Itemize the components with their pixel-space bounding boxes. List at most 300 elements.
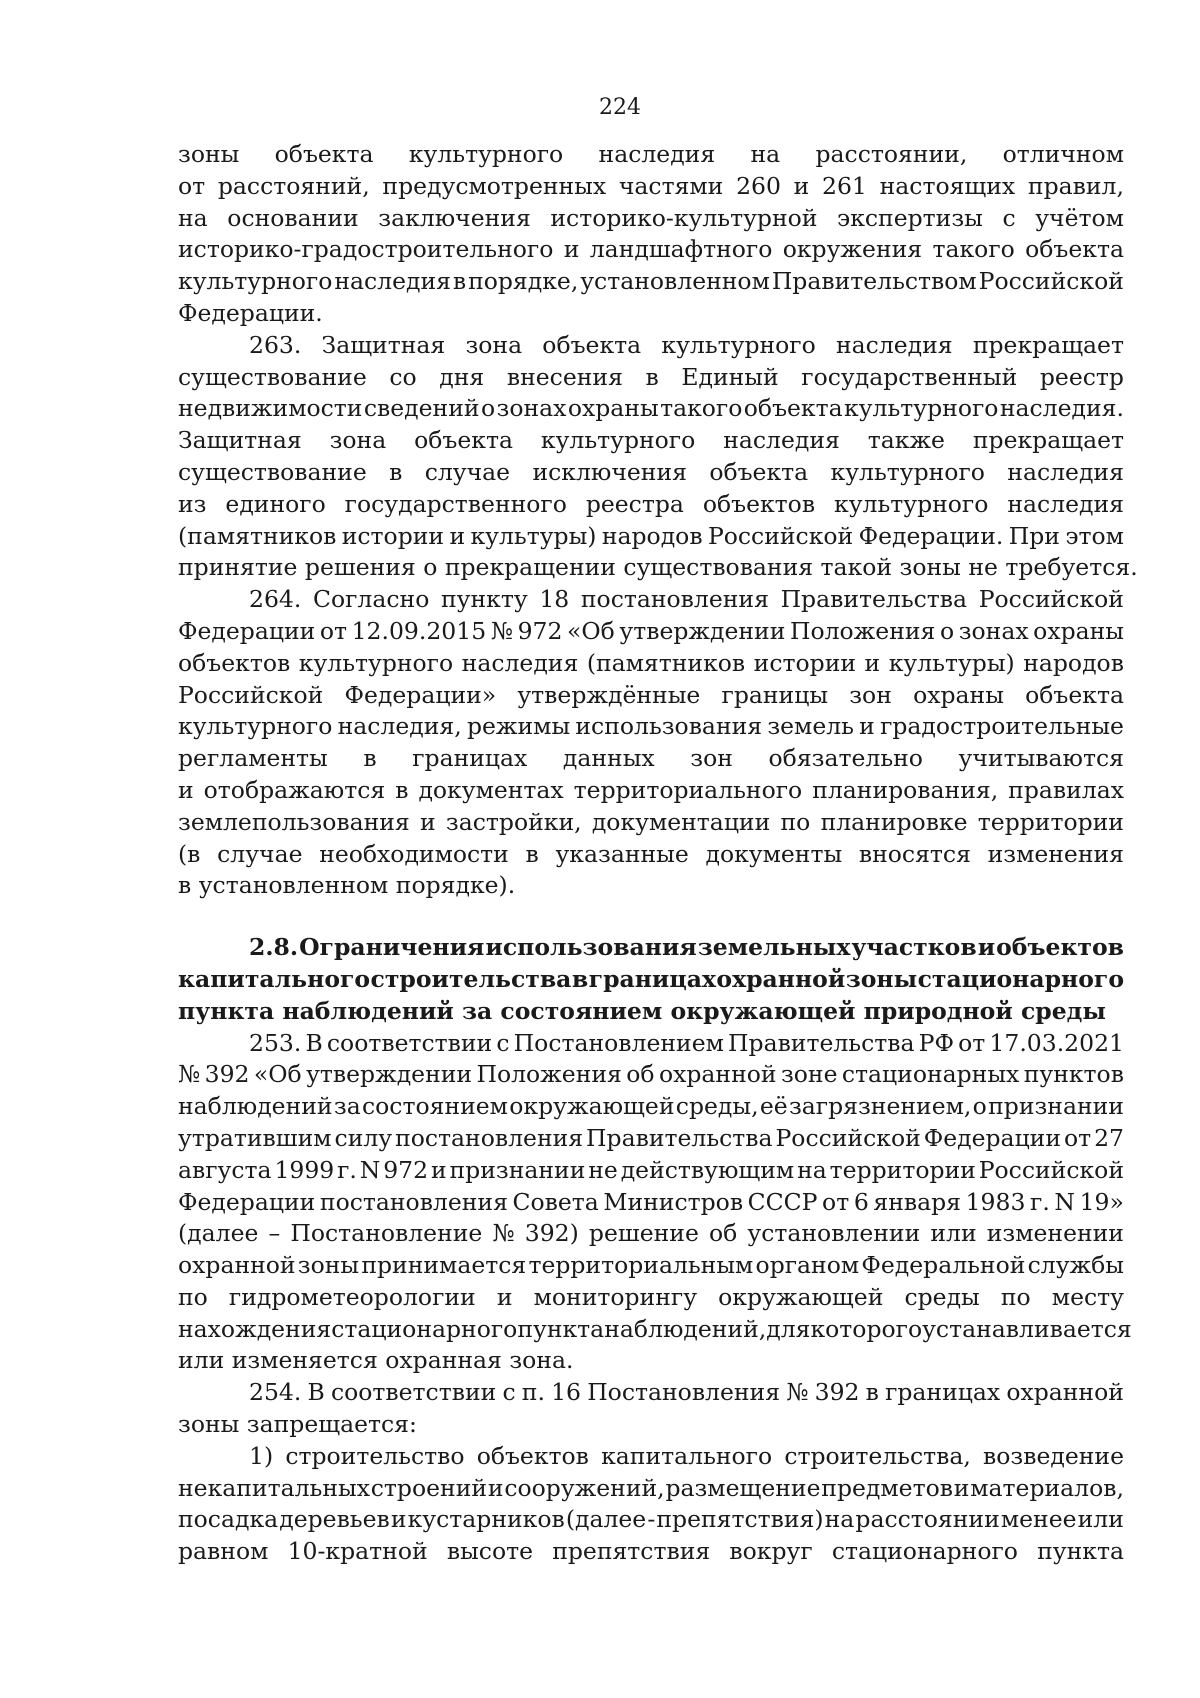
word: Федерации: [178, 616, 316, 645]
word: зона: [465, 330, 523, 359]
word: регламенты: [178, 744, 328, 773]
word: признании: [449, 1155, 586, 1184]
word: и: [496, 1282, 513, 1311]
word: учитываются: [958, 744, 1124, 773]
word: на: [178, 203, 208, 232]
word: Федерации: [923, 1123, 1062, 1152]
word: наследия.: [999, 394, 1124, 423]
word: объекта: [709, 457, 809, 486]
word: и: [449, 521, 466, 550]
word: (далее: [178, 1219, 259, 1248]
word: (памятников: [586, 648, 746, 677]
word: стационарного: [831, 1537, 1018, 1566]
word: обязательно: [768, 744, 923, 773]
word: планирования,: [812, 775, 999, 804]
word: также: [867, 426, 945, 455]
word: и: [419, 807, 436, 836]
word: капитального: [601, 1441, 773, 1470]
word: Согласно: [312, 585, 430, 614]
word: зоны: [845, 964, 918, 993]
word: 392): [524, 1219, 579, 1248]
word: –: [268, 1219, 281, 1248]
word: расстоянии: [855, 1505, 1000, 1534]
word: указанные: [555, 839, 689, 868]
line-text: пункта наблюдений за состоянием окружающей природной среды: [178, 996, 1106, 1025]
word: состоянием: [362, 1092, 508, 1121]
word: и: [430, 1155, 447, 1184]
word: 972: [383, 1155, 429, 1184]
text-line: [178, 1473, 1124, 1505]
word: зонах: [958, 616, 1029, 645]
text-line: [178, 234, 1124, 266]
word: о: [939, 616, 955, 645]
word: зон: [849, 680, 892, 709]
word: г.: [337, 1155, 357, 1184]
word: об: [626, 1060, 655, 1089]
word: землепользования: [178, 807, 410, 836]
text-line: [178, 425, 1124, 457]
word: в: [525, 839, 539, 868]
word: объекта: [1025, 235, 1124, 264]
text-line: [178, 1536, 1124, 1568]
word: стационарного: [917, 964, 1124, 993]
word: окружения: [782, 235, 923, 264]
word: историко-градостроительного: [178, 235, 554, 264]
word: использования: [485, 933, 697, 962]
word: на: [797, 1155, 827, 1184]
word: «Об: [567, 616, 615, 645]
word: народов: [601, 521, 703, 550]
word: охраны: [913, 680, 1004, 709]
word: участков: [851, 933, 977, 962]
word: границы: [721, 680, 829, 709]
word: установленном: [580, 267, 770, 296]
word: прекращает: [972, 330, 1124, 359]
text-line: [178, 362, 1124, 394]
text-line: [178, 680, 1124, 712]
word: признании: [988, 1092, 1124, 1121]
word: режимы: [466, 712, 571, 741]
word: единого: [225, 489, 326, 518]
word: вносятся: [858, 839, 971, 868]
word: её: [759, 1092, 788, 1121]
word: из: [178, 489, 207, 518]
text-line: [178, 932, 1124, 964]
word: существование: [178, 362, 367, 391]
word: частями: [618, 171, 724, 200]
text-line: [178, 171, 1124, 203]
text-line: [178, 521, 1124, 553]
word: пункту: [441, 585, 528, 614]
word: зонах: [496, 394, 567, 423]
word: (далее: [565, 1505, 647, 1534]
text-line: [178, 711, 1124, 743]
text-line: [178, 1377, 1124, 1409]
word: соответствии: [330, 1378, 497, 1407]
word: охранной: [658, 1060, 777, 1089]
word: В: [307, 1378, 325, 1407]
word: 263.: [249, 330, 302, 359]
text-line: [178, 584, 1124, 616]
word: -: [647, 1505, 656, 1534]
word: N: [1054, 1187, 1075, 1216]
word: реестр: [1039, 362, 1124, 391]
word: деревьев: [279, 1505, 390, 1534]
word: этом: [1065, 521, 1124, 550]
word: дня: [439, 362, 485, 391]
word: постановления: [319, 1187, 508, 1216]
word: расстояний,: [217, 171, 370, 200]
word: №: [786, 1378, 809, 1407]
word: предусмотренных: [382, 171, 607, 200]
word: культуры): [470, 521, 597, 550]
text-line: [178, 1314, 1132, 1346]
word: сведений: [363, 394, 480, 423]
word: января: [873, 1187, 961, 1216]
word: утратившим: [178, 1123, 332, 1152]
word: государственный: [801, 362, 1018, 391]
line-text: зоны запрещается:: [178, 1410, 417, 1439]
word: постановления: [395, 1123, 584, 1152]
text-line: [178, 298, 1124, 330]
word: в: [452, 267, 467, 296]
word: документации: [591, 807, 771, 836]
word: действующим: [620, 1155, 795, 1184]
word: территориальным: [528, 1251, 754, 1280]
word: со: [389, 362, 417, 391]
word: и: [390, 1505, 407, 1534]
text-line: [178, 1441, 1124, 1473]
word: застройки,: [445, 807, 582, 836]
word: утверждении: [619, 616, 786, 645]
word: препятствия): [656, 1505, 824, 1534]
word: и: [178, 775, 194, 804]
word: реестра: [585, 489, 684, 518]
word: планировке: [820, 807, 968, 836]
word: объекта: [1025, 680, 1124, 709]
word: в: [865, 1378, 879, 1407]
word: зоне: [780, 1060, 838, 1089]
text-line: [178, 839, 1124, 871]
word: культурного: [178, 267, 333, 296]
word: изменения: [987, 839, 1124, 868]
word: Российской: [978, 1155, 1124, 1184]
word: Российской: [978, 585, 1124, 614]
word: ландшафтного: [589, 235, 773, 264]
word: органом: [755, 1251, 860, 1280]
text-line: [178, 203, 1124, 235]
word: и: [793, 171, 810, 200]
word: Российской: [178, 680, 324, 709]
word: или: [930, 1219, 977, 1248]
word: Правительства: [728, 1028, 915, 1057]
word: Российской: [775, 1123, 921, 1152]
word: Правительства: [780, 585, 968, 614]
word: наследия,: [337, 712, 462, 741]
word: границах: [588, 964, 716, 993]
word: по: [780, 807, 811, 836]
word: заключения: [378, 203, 531, 232]
word: порядке,: [468, 267, 579, 296]
page-content: [178, 139, 1138, 1568]
word: постановления: [580, 585, 769, 614]
word: равном: [178, 1537, 269, 1566]
word: Постановление: [290, 1219, 483, 1248]
word: прекращает: [972, 426, 1124, 455]
word: загрязнением,: [788, 1092, 972, 1121]
word: 264.: [249, 585, 302, 614]
word: объектов: [178, 648, 291, 677]
word: о: [480, 394, 496, 423]
word: наследия: [723, 426, 840, 455]
word: Правительством: [771, 267, 977, 296]
word: основании: [227, 203, 359, 232]
word: 12.09.2015: [351, 616, 487, 645]
word: наследия: [598, 140, 716, 168]
text-line: [178, 964, 1124, 996]
word: культурного: [830, 457, 985, 486]
word: на: [750, 140, 781, 168]
word: исключения: [532, 457, 687, 486]
word: за: [333, 1092, 361, 1121]
word: решение: [588, 1219, 699, 1248]
word: 19»: [1079, 1187, 1124, 1216]
line-text: Федерации.: [178, 298, 323, 327]
word: 253.: [249, 1028, 302, 1057]
word: границах: [412, 744, 528, 773]
word: наследия: [1007, 489, 1124, 518]
text-line: [178, 648, 1124, 680]
word: правилах: [1008, 775, 1124, 804]
word: территории: [977, 807, 1124, 836]
word: объектов: [476, 1441, 589, 1470]
word: данных: [562, 744, 655, 773]
word: историко-культурной: [550, 203, 818, 232]
word: с: [502, 1378, 516, 1407]
word: 1983: [965, 1187, 1026, 1216]
word: объекта: [274, 140, 374, 168]
word: существование: [178, 457, 367, 486]
word: культурного: [834, 489, 989, 518]
word: наследия: [1007, 457, 1124, 486]
word: посадка: [178, 1505, 279, 1534]
word: окружающей: [718, 1282, 884, 1311]
word: объектов: [996, 933, 1124, 962]
word: по: [1000, 1282, 1031, 1311]
word: охранной: [178, 1251, 296, 1280]
word: охранной: [1006, 1378, 1124, 1407]
word: по: [178, 1282, 208, 1311]
word: документах: [418, 775, 564, 804]
text-line: [178, 552, 1138, 584]
word: об: [708, 1219, 738, 1248]
word: территориального: [573, 775, 803, 804]
text-line: [178, 1091, 1124, 1123]
word: истории: [753, 648, 857, 677]
word: от: [319, 616, 348, 645]
word: от: [178, 171, 206, 200]
word: объекта: [414, 426, 513, 455]
word: наследия: [835, 330, 953, 359]
word: пунктов: [1023, 1060, 1124, 1089]
word: такого: [932, 235, 1015, 264]
word: 260: [736, 171, 781, 200]
word: изменении: [986, 1219, 1124, 1248]
text-line: [178, 870, 1124, 902]
word: установлении: [747, 1219, 921, 1248]
word: не: [588, 1155, 618, 1184]
paragraphs-block-2: [178, 1028, 1132, 1569]
word: Российской: [978, 267, 1124, 296]
word: предметов: [821, 1473, 953, 1502]
word: высоте: [446, 1537, 533, 1566]
line-text: или изменяется охранная зона.: [178, 1346, 574, 1375]
text-line: [178, 1123, 1124, 1155]
text-line: [178, 139, 1124, 171]
word: наследия: [461, 648, 579, 677]
word: 6: [853, 1187, 869, 1216]
word: Федерации»: [344, 680, 497, 709]
word: РФ: [918, 1028, 954, 1057]
word: экспертизы: [837, 203, 983, 232]
word: и: [859, 712, 875, 741]
line-text: принятие решения о прекращении существования такой зоны не требуется.: [178, 553, 1138, 582]
word: в: [395, 775, 409, 804]
word: или: [1077, 1505, 1124, 1534]
word: строительство: [285, 1441, 465, 1470]
word: культурного: [844, 394, 999, 423]
word: При: [1008, 521, 1060, 550]
word: службы: [1027, 1251, 1124, 1280]
word: строительства,: [784, 1441, 971, 1470]
word: культурного: [298, 648, 454, 677]
text-line: [178, 1250, 1124, 1282]
word: о: [972, 1092, 987, 1121]
text-line: [178, 1504, 1124, 1536]
word: наблюдений,: [604, 1314, 767, 1343]
text-line: [178, 1409, 1124, 1441]
word: 972: [517, 616, 563, 645]
word: и: [563, 235, 580, 264]
text-line: [178, 1282, 1124, 1314]
word: охранной: [716, 964, 846, 993]
word: объекта: [542, 330, 642, 359]
text-line: [178, 1059, 1124, 1091]
word: культурного: [661, 330, 816, 359]
word: с: [1002, 203, 1016, 232]
word: строительства: [370, 964, 572, 993]
text-line: [178, 807, 1124, 839]
word: Постановлением: [513, 1028, 724, 1057]
section-gap: [178, 902, 1124, 932]
word: утверждённые: [517, 680, 701, 709]
word: месту: [1051, 1282, 1124, 1311]
word: зон: [690, 744, 733, 773]
word: зоны: [178, 140, 240, 168]
word: культурного: [540, 426, 696, 455]
word: мониторингу: [533, 1282, 698, 1311]
word: расстоянии,: [815, 140, 968, 168]
word: от: [1063, 1123, 1092, 1152]
word: и: [977, 933, 996, 962]
word: на: [824, 1505, 855, 1534]
word: Ограничения: [299, 933, 485, 962]
word: такого: [660, 394, 743, 423]
word: границах: [885, 1378, 1001, 1407]
word: размещение: [665, 1473, 821, 1502]
word: вокруг: [729, 1537, 813, 1566]
word: внесения: [506, 362, 623, 391]
text-line: [178, 616, 1124, 648]
word: наследия: [334, 267, 451, 296]
word: возведение: [983, 1441, 1124, 1470]
word: гидрометеорологии: [228, 1282, 476, 1311]
word: зона: [329, 426, 387, 455]
word: Положения: [476, 1060, 622, 1089]
word: Правительства: [586, 1123, 773, 1152]
word: устанавливается: [922, 1314, 1132, 1343]
word: августа: [178, 1155, 272, 1184]
paragraphs-block-1: [178, 139, 1138, 902]
word: 392: [814, 1378, 860, 1407]
word: Положения: [789, 616, 936, 645]
word: Защитная: [321, 330, 446, 359]
word: пункта: [517, 1314, 605, 1343]
word: капитального: [178, 964, 371, 993]
word: материалов,: [970, 1473, 1124, 1502]
word: в: [389, 457, 403, 486]
word: отображаются: [203, 775, 386, 804]
word: в: [571, 964, 589, 993]
word: №: [492, 1219, 515, 1248]
word: наблюдений: [178, 1092, 333, 1121]
word: Федеральной: [861, 1251, 1026, 1280]
word: №: [490, 616, 513, 645]
text-line: [178, 330, 1124, 362]
word: 1): [249, 1441, 274, 1470]
word: нахождения: [178, 1314, 332, 1343]
word: с: [496, 1028, 510, 1057]
word: охраны: [567, 394, 659, 423]
word: истории: [341, 521, 445, 550]
text-line: [178, 1187, 1124, 1219]
word: зоны: [297, 1251, 360, 1280]
word: случае: [217, 839, 303, 868]
word: В: [305, 1028, 323, 1057]
word: Федерации: [178, 1187, 316, 1216]
word: земель: [767, 712, 854, 741]
text-line: [178, 489, 1124, 521]
word: п.: [521, 1378, 545, 1407]
word: народов: [1023, 648, 1124, 677]
word: от: [822, 1187, 850, 1216]
word: стационарного: [331, 1314, 518, 1343]
text-line: [178, 1218, 1124, 1250]
word: государственного: [344, 489, 567, 518]
word: необходимости: [319, 839, 509, 868]
section-heading: [178, 932, 1124, 1027]
word: правил,: [1027, 171, 1124, 200]
word: учётом: [1035, 203, 1124, 232]
word: утверждении: [306, 1060, 473, 1089]
word: СССР: [747, 1187, 818, 1216]
word: в: [645, 362, 659, 391]
word: градостроительные: [880, 712, 1124, 741]
word: 17.03.2021: [989, 1028, 1124, 1057]
word: и: [864, 648, 881, 677]
word: Федерации.: [858, 521, 1004, 550]
page-number: 224: [599, 95, 641, 120]
